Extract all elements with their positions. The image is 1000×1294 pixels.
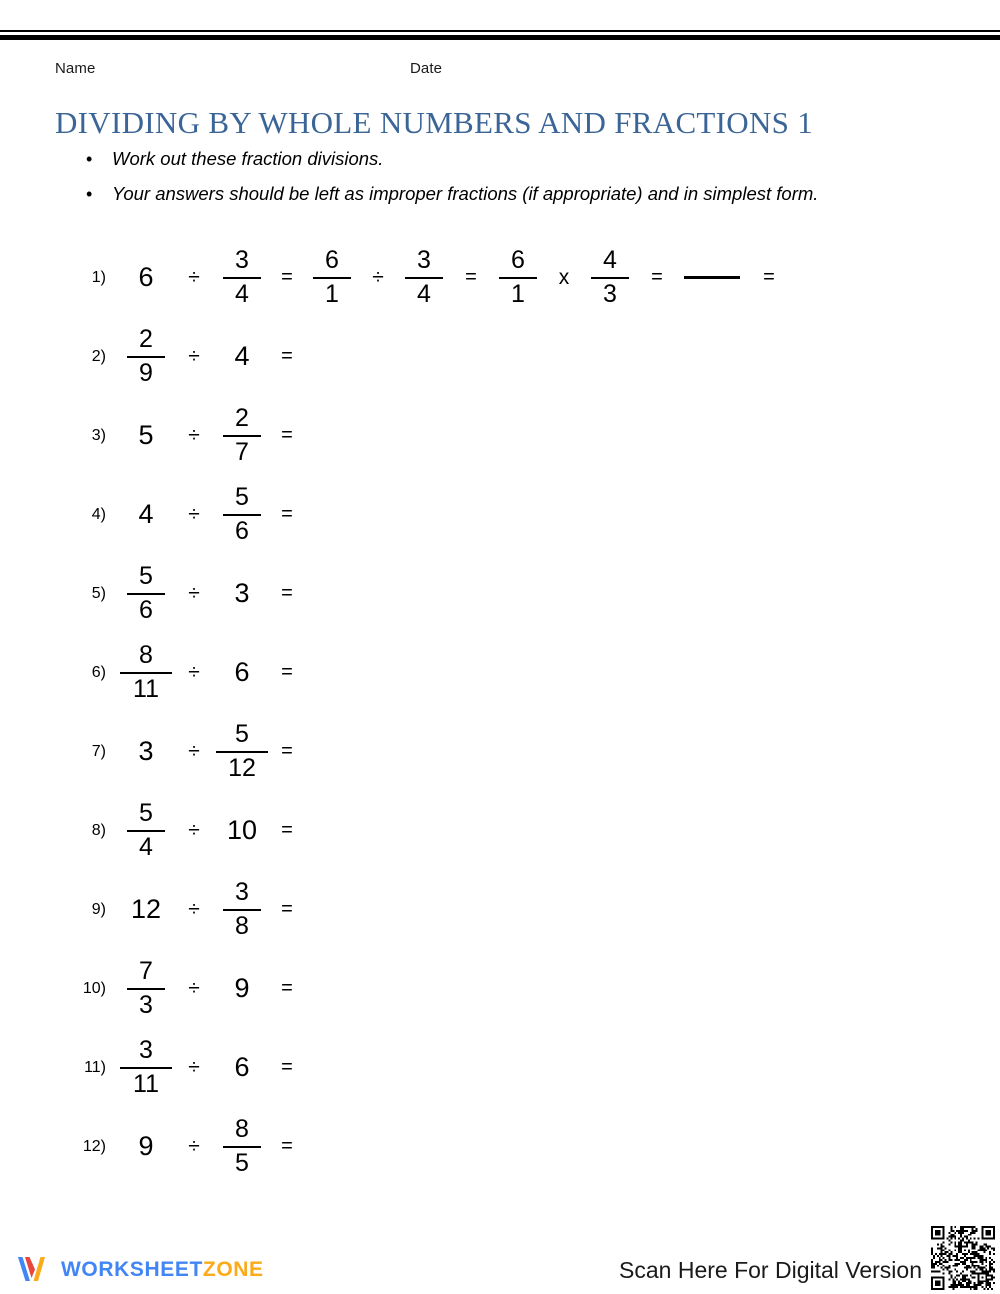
operand-a-whole-number: 3 [138, 736, 154, 766]
date-label: Date [410, 60, 443, 77]
qr-code-icon[interactable] [931, 1226, 995, 1290]
divide-operator: ÷ [188, 660, 200, 684]
operand-a-cell [110, 1028, 182, 1107]
operand-a-cell [110, 475, 182, 554]
fraction-numerator: 8 [235, 1115, 249, 1143]
fraction-bar [591, 277, 629, 279]
fraction-numerator: 5 [235, 720, 249, 748]
operand-b-whole-number: 6 [234, 657, 250, 687]
divide-operator: ÷ [188, 265, 200, 289]
operand-a-cell [110, 1107, 182, 1186]
problem-number: 6) [91, 663, 106, 681]
fraction-numerator: 3 [417, 246, 431, 274]
fraction-denominator: 12 [228, 753, 256, 782]
problem-number: 12) [82, 1137, 106, 1155]
worksheet-zone-logo [16, 1252, 264, 1286]
instruction-text: Work out these fraction divisions. [112, 148, 384, 169]
divide-operator: ÷ [188, 897, 200, 921]
operand-a-cell [110, 791, 182, 870]
operand-a-cell [110, 396, 182, 475]
divide-operator: ÷ [188, 976, 200, 1000]
equals-sign-cell [754, 238, 784, 317]
operand-a-cell [110, 317, 182, 396]
fraction-denominator: 7 [235, 437, 249, 466]
operand-b-whole-number: 10 [226, 815, 258, 845]
operand-b-cell [206, 396, 278, 475]
operand-a-whole-number: 5 [138, 420, 154, 450]
divide-operator: ÷ [188, 818, 200, 842]
problem-row [0, 554, 1000, 633]
problem-number-cell [62, 949, 106, 1028]
operand-a-fraction [127, 327, 165, 386]
equals-sign: = [281, 424, 293, 446]
list-item [86, 148, 966, 183]
operand-a-fraction [127, 801, 165, 860]
fraction-bar [120, 672, 172, 674]
equals-sign-cell [272, 791, 302, 870]
fraction-denominator: 4 [417, 279, 431, 308]
fraction-denominator: 6 [139, 595, 153, 624]
equals-sign: = [281, 345, 293, 367]
problem-number-cell [62, 791, 106, 870]
problem-number: 7) [91, 742, 106, 760]
fraction-numerator: 3 [235, 246, 249, 274]
divide-operator: ÷ [372, 265, 384, 289]
fraction-bar [223, 514, 261, 516]
operand-b-fraction [223, 1117, 261, 1176]
problem-number-cell [62, 1107, 106, 1186]
equals-sign: = [281, 503, 293, 525]
operand-a-cell [110, 712, 182, 791]
operand-f-cell [574, 238, 646, 317]
equals-sign: = [281, 661, 293, 683]
operand-a-whole-number: 12 [130, 894, 162, 924]
problem-number-cell [62, 238, 106, 317]
operand-a-fraction [127, 959, 165, 1018]
equals-sign-cell [272, 949, 302, 1028]
problem-row [0, 1107, 1000, 1186]
operand-b-whole-number: 3 [234, 578, 250, 608]
equals-sign-cell [272, 712, 302, 791]
fraction-denominator: 4 [139, 832, 153, 861]
equals-sign: = [281, 266, 293, 288]
equals-sign-cell [272, 1028, 302, 1107]
w-logo-icon [16, 1254, 52, 1284]
brand-zone-text: ZONE [202, 1257, 264, 1281]
operand-a-whole-number: 4 [138, 499, 154, 529]
operand-a-fraction [120, 1038, 172, 1097]
brand-wordmark [61, 1259, 264, 1280]
operand-b-fraction [223, 248, 261, 307]
top-border-rules [0, 0, 1000, 40]
list-item [86, 183, 966, 218]
problem-number-cell [62, 317, 106, 396]
problem-number: 2) [91, 347, 106, 365]
operand-a-cell [110, 633, 182, 712]
operand-a-fraction [127, 564, 165, 623]
fraction-denominator: 5 [235, 1148, 249, 1177]
operand-d-cell [388, 238, 460, 317]
fraction-bar [120, 1067, 172, 1069]
operand-c-fraction [313, 248, 351, 307]
fraction-numerator: 4 [603, 246, 617, 274]
problem-row [0, 317, 1000, 396]
problem-list [0, 238, 1000, 1186]
fraction-denominator: 6 [235, 516, 249, 545]
fraction-numerator: 6 [511, 246, 525, 274]
fraction-denominator: 1 [511, 279, 525, 308]
equals-sign: = [281, 740, 293, 762]
divide-operator: ÷ [188, 344, 200, 368]
problem-number-cell [62, 870, 106, 949]
operand-b-cell [206, 712, 278, 791]
problem-number-cell [62, 1028, 106, 1107]
equals-sign-cell [642, 238, 672, 317]
equals-sign: = [281, 1135, 293, 1157]
problem-row [0, 1028, 1000, 1107]
operand-b-whole-number: 4 [234, 341, 250, 371]
fraction-numerator: 2 [139, 325, 153, 353]
operand-a-cell [110, 554, 182, 633]
fraction-bar [223, 909, 261, 911]
operand-b-fraction [223, 880, 261, 939]
equals-sign: = [281, 977, 293, 999]
fraction-bar [223, 277, 261, 279]
bullet-icon: • [86, 184, 93, 204]
operand-f-fraction [591, 248, 629, 307]
scan-prompt-text: Scan Here For Digital Version [619, 1257, 922, 1283]
brand-worksheet-text: WORKSHEET [61, 1257, 203, 1281]
equals-sign: = [281, 582, 293, 604]
fraction-bar [313, 277, 351, 279]
divide-operator: ÷ [188, 739, 200, 763]
operand-e-fraction [499, 248, 537, 307]
fraction-numerator: 6 [325, 246, 339, 274]
equals-sign: = [651, 266, 663, 288]
fraction-numerator: 5 [139, 562, 153, 590]
equals-sign: = [465, 266, 477, 288]
fraction-bar [223, 1146, 261, 1148]
fraction-bar [405, 277, 443, 279]
fraction-numerator: 3 [235, 878, 249, 906]
problem-number: 3) [91, 426, 106, 444]
operand-a-cell [110, 238, 182, 317]
operand-b-cell [206, 870, 278, 949]
fraction-denominator: 11 [133, 1069, 159, 1098]
problem-number-cell [62, 712, 106, 791]
equals-sign-cell [272, 633, 302, 712]
fraction-numerator: 5 [235, 483, 249, 511]
equals-sign-cell [272, 1107, 302, 1186]
fraction-denominator: 8 [235, 911, 249, 940]
fraction-denominator: 3 [603, 279, 617, 308]
fraction-denominator: 11 [133, 674, 159, 703]
page-title: DIVIDING BY WHOLE NUMBERS AND FRACTIONS 1 [55, 105, 814, 140]
operand-b-cell [206, 238, 278, 317]
name-date-header [55, 58, 945, 80]
top-rule-thick [0, 35, 1000, 40]
problem-number-cell [62, 554, 106, 633]
name-label: Name [55, 60, 96, 77]
fraction-numerator: 7 [139, 957, 153, 985]
operand-b-whole-number: 6 [234, 1052, 250, 1082]
equals-sign-cell [272, 317, 302, 396]
fraction-numerator: 3 [139, 1036, 153, 1064]
operand-b-cell [206, 1107, 278, 1186]
fraction-bar [216, 751, 268, 753]
multiply-operator: x [558, 265, 570, 289]
divide-operator: ÷ [188, 423, 200, 447]
operand-a-cell [110, 870, 182, 949]
operand-e-cell [482, 238, 554, 317]
fraction-numerator: 8 [139, 641, 153, 669]
operand-b-cell [206, 949, 278, 1028]
operand-a-cell [110, 949, 182, 1028]
operand-b-whole-number: 9 [234, 973, 250, 1003]
problem-row [0, 791, 1000, 870]
equals-sign: = [281, 898, 293, 920]
problem-number-cell [62, 475, 106, 554]
answer-cell [676, 238, 748, 317]
problem-number: 1) [91, 268, 106, 286]
problem-row [0, 949, 1000, 1028]
operand-a-whole-number: 9 [138, 1131, 154, 1161]
problem-number: 4) [91, 505, 106, 523]
fraction-bar [127, 988, 165, 990]
fraction-bar [127, 830, 165, 832]
operand-b-cell [206, 791, 278, 870]
fraction-numerator: 5 [139, 799, 153, 827]
operand-b-fraction [216, 722, 268, 781]
problem-row [0, 870, 1000, 949]
fraction-denominator: 4 [235, 279, 249, 308]
fraction-bar [127, 593, 165, 595]
operand-b-cell [206, 317, 278, 396]
instruction-text: Your answers should be left as improper fractions (if appropriate) and in simplest form. [112, 183, 819, 204]
operand-b-cell [206, 554, 278, 633]
problem-row [0, 633, 1000, 712]
operand-c-cell [296, 238, 368, 317]
page-footer [0, 1224, 1000, 1294]
problem-number: 8) [91, 821, 106, 839]
problem-row [0, 475, 1000, 554]
fraction-denominator: 1 [325, 279, 339, 308]
operand-b-fraction [223, 485, 261, 544]
equals-sign-cell [272, 475, 302, 554]
problem-number-cell [62, 633, 106, 712]
instructions-list [86, 148, 966, 218]
operand-b-cell [206, 475, 278, 554]
operand-a-whole-number: 6 [138, 262, 154, 292]
fraction-numerator: 2 [235, 404, 249, 432]
bullet-icon: • [86, 149, 93, 169]
equals-sign-cell [272, 870, 302, 949]
problem-row [0, 396, 1000, 475]
operand-b-cell [206, 1028, 278, 1107]
problem-number-cell [62, 396, 106, 475]
equals-sign-cell [272, 554, 302, 633]
divide-operator: ÷ [188, 581, 200, 605]
divide-operator: ÷ [188, 1055, 200, 1079]
operand-b-cell [206, 633, 278, 712]
problem-number: 10) [82, 979, 106, 997]
problem-row [0, 712, 1000, 791]
problem-number: 9) [91, 900, 106, 918]
fraction-denominator: 9 [139, 358, 153, 387]
top-rule-thin [0, 30, 1000, 32]
fraction-bar [223, 435, 261, 437]
fraction-bar [127, 356, 165, 358]
equals-sign: = [281, 819, 293, 841]
fraction-denominator: 3 [139, 990, 153, 1019]
operand-a-fraction [120, 643, 172, 702]
divide-operator: ÷ [188, 1134, 200, 1158]
problem-row [0, 238, 1000, 317]
divide-operator: ÷ [188, 502, 200, 526]
problem-number: 5) [91, 584, 106, 602]
operand-d-fraction [405, 248, 443, 307]
equals-sign: = [763, 266, 775, 288]
fraction-bar [499, 277, 537, 279]
equals-sign: = [281, 1056, 293, 1078]
equals-sign-cell [272, 396, 302, 475]
result-answer-blank[interactable] [684, 276, 740, 279]
problem-number: 11) [84, 1058, 106, 1076]
operand-b-fraction [223, 406, 261, 465]
